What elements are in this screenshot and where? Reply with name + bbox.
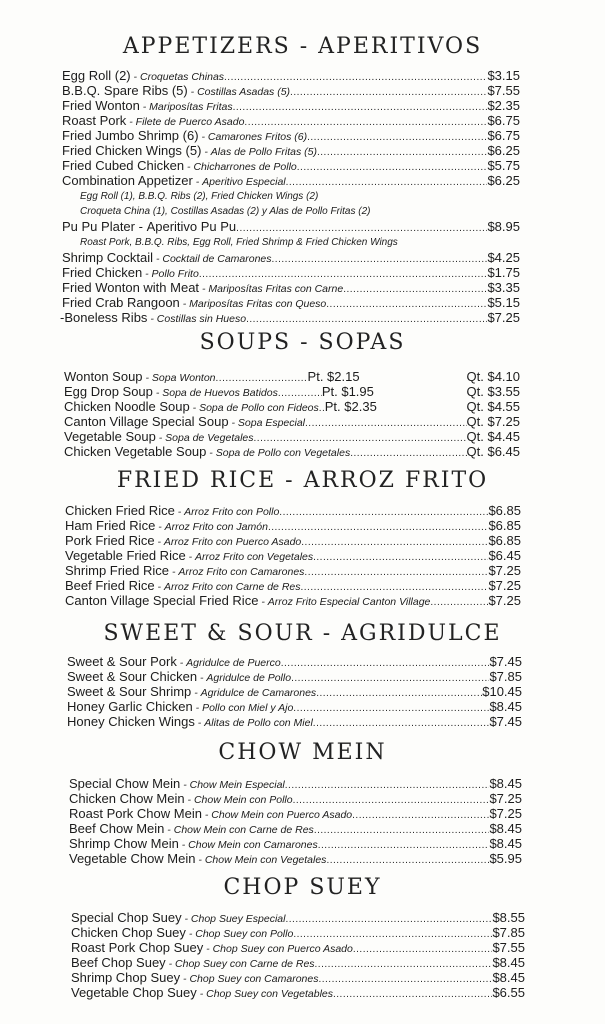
item-name: Special Chow Mein xyxy=(69,776,181,791)
item-name: Honey Garlic Chicken xyxy=(67,699,193,714)
menu-item: Chicken Vegetable Soup - Sopa de Pollo con Vegetales ..... Qt. $6.45 xyxy=(64,444,520,459)
item-name: Vegetable Fried Rice xyxy=(65,548,186,563)
item-spanish: Chop Suey con Puerco Asado xyxy=(212,943,353,955)
menu-item: Chicken Chow Mein - Chow Mein con Pollo ..... $7.25 xyxy=(69,791,522,806)
menu-item: Beef Fried Rice - Arroz Frito con Carne de Res ..... $7.25 xyxy=(65,578,521,593)
item-price: $8.45 xyxy=(492,970,525,985)
menu-item: Beef Chop Suey - Chop Suey con Carne de Res ..... $8.45 xyxy=(71,955,525,970)
menu-item: Special Chow Mein - Chow Mein Especial ..... $8.45 xyxy=(69,776,522,791)
item-price: $7.45 xyxy=(489,714,522,729)
item-spanish: Arroz Frito con Puerco Asado xyxy=(163,536,302,548)
item-price: $3.15 xyxy=(487,68,520,83)
item-spanish: Chow Mein con Pollo xyxy=(193,794,293,806)
menu-item: Beef Chow Mein - Chow Mein con Carne de Res ..... $8.45 xyxy=(69,821,522,836)
item-price: $8.45 xyxy=(492,955,525,970)
item-name: Combination Appetizer xyxy=(62,173,193,188)
item-spanish: Agridulce de Camarones xyxy=(200,687,317,699)
item-name: Roast Pork Chop Suey xyxy=(71,940,204,955)
item-name: Sweet & Sour Shrimp xyxy=(67,684,192,699)
item-name: Chicken Chow Mein xyxy=(69,791,185,806)
item-price: $7.85 xyxy=(492,925,525,940)
menu-item: B.B.Q. Spare Ribs (5) - Costillas Asadas (5) ..... $7.55 xyxy=(62,83,520,98)
item-name: Fried Chicken xyxy=(62,265,143,280)
item-spanish: Arroz Frito con Camarones xyxy=(178,566,305,578)
item-spanish: Croquetas Chinas xyxy=(139,71,225,83)
item-spanish: Filete de Puerco Asado xyxy=(135,116,245,128)
item-price: $8.45 xyxy=(489,821,522,836)
item-name: Chicken Fried Rice xyxy=(65,503,175,518)
item-spanish: Chop Suey con Pollo xyxy=(195,928,294,940)
item-price: $7.55 xyxy=(492,940,525,955)
pupu-note: Roast Pork, B.B.Q. Ribs, Egg Roll, Fried Shrimp & Fried Chicken Wings xyxy=(80,237,398,248)
menu-item: Fried Chicken - Pollo Frito ..... $1.75 xyxy=(62,265,520,280)
item-price: $1.75 xyxy=(487,265,520,280)
item-price: $8.45 xyxy=(489,776,522,791)
menu-item: Canton Village Special Soup - Sopa Especial ..... Qt. $7.25 xyxy=(64,414,520,429)
item-spanish: Chop Suey Especial xyxy=(190,913,286,925)
item-name: Beef Chop Suey xyxy=(71,955,166,970)
item-name: Shrimp Fried Rice xyxy=(65,563,170,578)
menu-item: Chicken Noodle Soup - Sopa de Pollo con Fideos ..... Pt. $2.35 Qt. $4.55 xyxy=(64,399,520,414)
item-price-quart: Qt. $3.55 xyxy=(466,384,520,399)
menu-item: Vegetable Fried Rice - Arroz Frito con Vegetales ..... $6.45 xyxy=(65,548,521,563)
item-name: Sweet & Sour Pork xyxy=(67,654,177,669)
menu-item: Fried Wonton with Meat - Mariposítas Fritas con Carne ..... $3.35 xyxy=(62,280,520,295)
menu-item: Canton Village Special Fried Rice - Arroz Frito Especial Canton Village ..... $7.25 xyxy=(65,593,521,608)
item-spanish: Chow Mein con Carne de Res xyxy=(173,824,314,836)
menu-item: Chicken Chop Suey - Chop Suey con Pollo ..... $7.85 xyxy=(71,925,525,940)
item-spanish: Sopa de Vegetales xyxy=(165,432,254,444)
item-spanish: Pollo con Miel y Ajo xyxy=(202,702,294,714)
menu-item: Shrimp Fried Rice - Arroz Frito con Camarones ..... $7.25 xyxy=(65,563,521,578)
menu-item: Vegetable Chow Mein - Chow Mein con Vegetales ..... $5.95 xyxy=(69,851,522,866)
item-spanish: Sopa de Pollo con Vegetales xyxy=(215,447,351,459)
menu-item: Fried Crab Rangoon - Mariposítas Fritas con Queso ..... $5.15 xyxy=(62,295,520,310)
item-price-pint: Pt. $2.15 xyxy=(307,369,360,384)
item-price: $8.45 xyxy=(489,836,522,851)
item-name: Ham Fried Rice xyxy=(65,518,156,533)
item-spanish: Chop Suey con Vegetables xyxy=(206,988,333,1000)
menu-item: Honey Chicken Wings - Alitas de Pollo con Miel ..... $7.45 xyxy=(67,714,522,729)
item-price: $7.55 xyxy=(487,83,520,98)
combo-note: Egg Roll (1), B.B.Q. Ribs (2), Fried Chicken Wings (2) xyxy=(80,191,319,202)
item-name: Pu Pu Plater xyxy=(62,219,135,234)
menu-item: Vegetable Soup - Sopa de Vegetales ..... Qt. $4.45 xyxy=(64,429,520,444)
item-price: $6.55 xyxy=(492,985,525,1000)
item-spanish: Camarones Fritos (6) xyxy=(207,131,308,143)
item-name: Shrimp Chow Mein xyxy=(69,836,179,851)
item-spanish: Sopa de Pollo con Fideos xyxy=(199,402,319,414)
item-price: $6.85 xyxy=(488,503,521,518)
item-price: $7.25 xyxy=(487,310,520,325)
item-price: $6.45 xyxy=(488,548,521,563)
item-price-quart: Qt. $4.45 xyxy=(466,429,520,444)
item-name: Canton Village Special Fried Rice xyxy=(65,593,259,608)
item-name: Roast Pork Chow Mein xyxy=(69,806,202,821)
item-name: Special Chop Suey xyxy=(71,910,182,925)
menu-item: Egg Drop Soup - Sopa de Huevos Batidos ..... Pt. $1.95 Qt. $3.55 xyxy=(64,384,520,399)
item-spanish: Arroz Frito Especial Canton Village xyxy=(267,596,431,608)
menu-item: Ham Fried Rice - Arroz Frito con Jamón ..... $6.85 xyxy=(65,518,521,533)
item-spanish: Mariposítas Fritas xyxy=(149,101,233,113)
item-spanish: Sopa Especial xyxy=(237,417,306,429)
item-spanish: Arroz Frito con Jamón xyxy=(164,521,268,533)
menu-item: Pork Fried Rice - Arroz Frito con Puerco Asado ..... $6.85 xyxy=(65,533,521,548)
menu-item: Fried Wonton - Mariposítas Fritas ..... $2.35 xyxy=(62,98,520,113)
menu-item: Roast Pork Chow Mein - Chow Mein con Puerco Asado ..... $7.25 xyxy=(69,806,522,821)
menu-item: Shrimp Cocktail - Cocktail de Camarones ..... $4.25 xyxy=(62,250,520,265)
item-name: Canton Village Special Soup xyxy=(64,414,229,429)
item-name: Vegetable Chow Mein xyxy=(69,851,196,866)
item-price: $7.25 xyxy=(489,791,522,806)
combo-note: Croqueta China (1), Costillas Asadas (2) y Alas de Pollo Fritas (2) xyxy=(80,206,371,217)
item-name: Chicken Chop Suey xyxy=(71,925,186,940)
menu-item: Roast Pork - Filete de Puerco Asado ..... $6.75 xyxy=(62,113,520,128)
item-name: Beef Chow Mein xyxy=(69,821,165,836)
item-price: $6.75 xyxy=(487,113,520,128)
item-name: Honey Chicken Wings xyxy=(67,714,195,729)
item-name: Fried Chicken Wings (5) xyxy=(62,143,202,158)
section-title-chow-mein: CHOW MEIN xyxy=(218,740,387,765)
item-spanish: Chow Mein con Vegetales xyxy=(204,854,327,866)
item-spanish: Pollo Frito xyxy=(151,268,199,280)
menu-item: Vegetable Chop Suey - Chop Suey con Vegetables ..... $6.55 xyxy=(71,985,525,1000)
item-price: $5.95 xyxy=(489,851,522,866)
item-name: B.B.Q. Spare Ribs (5) xyxy=(62,83,188,98)
item-price: $8.45 xyxy=(489,699,522,714)
item-spanish: Cocktail de Camarones xyxy=(162,253,272,265)
item-price: $5.75 xyxy=(487,158,520,173)
menu-item: Sweet & Sour Pork - Agridulce de Puerco ..... $7.45 xyxy=(67,654,522,669)
item-name: Sweet & Sour Chicken xyxy=(67,669,198,684)
item-spanish: Alas de Pollo Fritas (5) xyxy=(210,146,317,158)
item-name: Vegetable Soup xyxy=(64,429,156,444)
item-price: $7.85 xyxy=(489,669,522,684)
item-spanish: Agridulce de Puerco xyxy=(186,657,281,669)
menu-item: Chicken Fried Rice - Arroz Frito con Pollo ..... $6.85 xyxy=(65,503,521,518)
item-price: $6.25 xyxy=(487,143,520,158)
item-spanish: Chow Mein con Camarones xyxy=(188,839,318,851)
item-spanish: Sopa de Huevos Batidos xyxy=(162,387,278,399)
section-title-sweet-sour: SWEET & SOUR - AGRIDULCE xyxy=(103,621,502,646)
section-title-appetizers: APPETIZERS - APERITIVOS xyxy=(122,34,483,59)
item-spanish: Arroz Frito con Vegetales xyxy=(195,551,314,563)
item-price: $7.25 xyxy=(488,578,521,593)
item-price: $8.95 xyxy=(487,219,520,234)
section-title-soups: SOUPS - SOPAS xyxy=(199,330,406,355)
menu-item: Fried Jumbo Shrimp (6) - Camarones Fritos (6) ..... $6.75 xyxy=(62,128,520,143)
menu-item: Sweet & Sour Chicken - Agridulce de Pollo ..... $7.85 xyxy=(67,669,522,684)
menu-item: Fried Chicken Wings (5) - Alas de Pollo Fritas (5) ..... $6.25 xyxy=(62,143,520,158)
item-price-pint: Pt. $1.95 xyxy=(321,384,374,399)
item-spanish: Mariposítas Fritas con Carne xyxy=(208,283,344,295)
item-spanish: Costillas sin Hueso xyxy=(156,313,247,325)
item-name: Pork Fried Rice xyxy=(65,533,155,548)
item-name: Chicken Vegetable Soup xyxy=(64,444,207,459)
menu-item: Pu Pu Plater - Aperitivo Pu Pu ..... $8.95 xyxy=(62,219,520,234)
menu-item: Combination Appetizer - Aperitivo Especial ..... $6.25 xyxy=(62,173,520,188)
item-price-pint: Pt. $2.35 xyxy=(324,399,377,414)
item-name: Chicken Noodle Soup xyxy=(64,399,190,414)
menu-item: Egg Roll (2) - Croquetas Chinas ..... $3.15 xyxy=(62,68,520,83)
section-title-fried-rice: FRIED RICE - ARROZ FRITO xyxy=(116,468,489,493)
item-price-quart: Qt. $4.55 xyxy=(466,399,520,414)
menu-item: -Boneless Ribs - Costillas sin Hueso ..... $7.25 xyxy=(60,310,520,325)
item-name: -Boneless Ribs xyxy=(60,310,148,325)
item-price: $6.75 xyxy=(487,128,520,143)
item-name: Fried Crab Rangoon xyxy=(62,295,180,310)
item-name: Egg Drop Soup xyxy=(64,384,153,399)
item-price: $8.55 xyxy=(492,910,525,925)
item-name: Shrimp Cocktail xyxy=(62,250,154,265)
item-spanish: Arroz Frito con Carne de Res xyxy=(163,581,301,593)
item-price-quart: Qt. $4.10 xyxy=(466,369,520,384)
item-name: Wonton Soup xyxy=(64,369,143,384)
item-spanish: Aperitivo Pu Pu xyxy=(146,219,237,234)
item-spanish: Alitas de Pollo con Miel xyxy=(204,717,313,729)
item-price: $3.35 xyxy=(487,280,520,295)
item-price: $2.35 xyxy=(487,98,520,113)
item-name: Roast Pork xyxy=(62,113,127,128)
menu-item: Shrimp Chow Mein - Chow Mein con Camarones ..... $8.45 xyxy=(69,836,522,851)
item-price: $10.45 xyxy=(482,684,522,699)
item-spanish: Sopa Wonton xyxy=(151,372,216,384)
item-price-quart: Qt. $6.45 xyxy=(466,444,520,459)
item-price: $7.25 xyxy=(488,593,521,608)
item-spanish: Chicharrones de Pollo xyxy=(193,161,297,173)
item-spanish: Aperitivo Especial xyxy=(202,176,286,188)
item-name: Fried Jumbo Shrimp (6) xyxy=(62,128,199,143)
item-spanish: Costillas Asadas (5) xyxy=(197,86,291,98)
item-spanish: Chop Suey con Camarones xyxy=(189,973,319,985)
item-name: Egg Roll (2) xyxy=(62,68,131,83)
menu-item: Roast Pork Chop Suey - Chop Suey con Puerco Asado ..... $7.55 xyxy=(71,940,525,955)
item-name: Fried Cubed Chicken xyxy=(62,158,185,173)
item-name: Fried Wonton xyxy=(62,98,140,113)
section-title-chop-suey: CHOP SUEY xyxy=(223,875,382,900)
item-name: Beef Fried Rice xyxy=(65,578,155,593)
menu-item: Honey Garlic Chicken - Pollo con Miel y Ajo ..... $8.45 xyxy=(67,699,522,714)
menu-item: Wonton Soup - Sopa Wonton ..... Pt. $2.15 Qt. $4.10 xyxy=(64,369,520,384)
item-price: $7.25 xyxy=(488,563,521,578)
item-price-quart: Qt. $7.25 xyxy=(466,414,520,429)
item-spanish: Mariposítas Fritas con Queso xyxy=(189,298,327,310)
menu-item: Special Chop Suey - Chop Suey Especial ..... $8.55 xyxy=(71,910,525,925)
menu-item: Shrimp Chop Suey - Chop Suey con Camarones ..... $8.45 xyxy=(71,970,525,985)
item-spanish: Chow Mein Especial xyxy=(189,779,285,791)
menu-item: Fried Cubed Chicken - Chicharrones de Pollo ..... $5.75 xyxy=(62,158,520,173)
item-spanish: Chow Mein con Puerco Asado xyxy=(211,809,353,821)
item-price: $6.25 xyxy=(487,173,520,188)
menu-item: Sweet & Sour Shrimp - Agridulce de Camarones ..... $10.45 xyxy=(67,684,522,699)
item-price: $7.25 xyxy=(489,806,522,821)
item-price: $5.15 xyxy=(487,295,520,310)
item-price: $6.85 xyxy=(488,533,521,548)
item-name: Fried Wonton with Meat xyxy=(62,280,200,295)
item-name: Shrimp Chop Suey xyxy=(71,970,181,985)
item-price: $4.25 xyxy=(487,250,520,265)
item-name: Vegetable Chop Suey xyxy=(71,985,197,1000)
item-spanish: Chop Suey con Carne de Res xyxy=(175,958,315,970)
item-spanish: Agridulce de Pollo xyxy=(206,672,292,684)
item-spanish: Arroz Frito con Pollo xyxy=(184,506,280,518)
item-price: $7.45 xyxy=(489,654,522,669)
item-price: $6.85 xyxy=(488,518,521,533)
